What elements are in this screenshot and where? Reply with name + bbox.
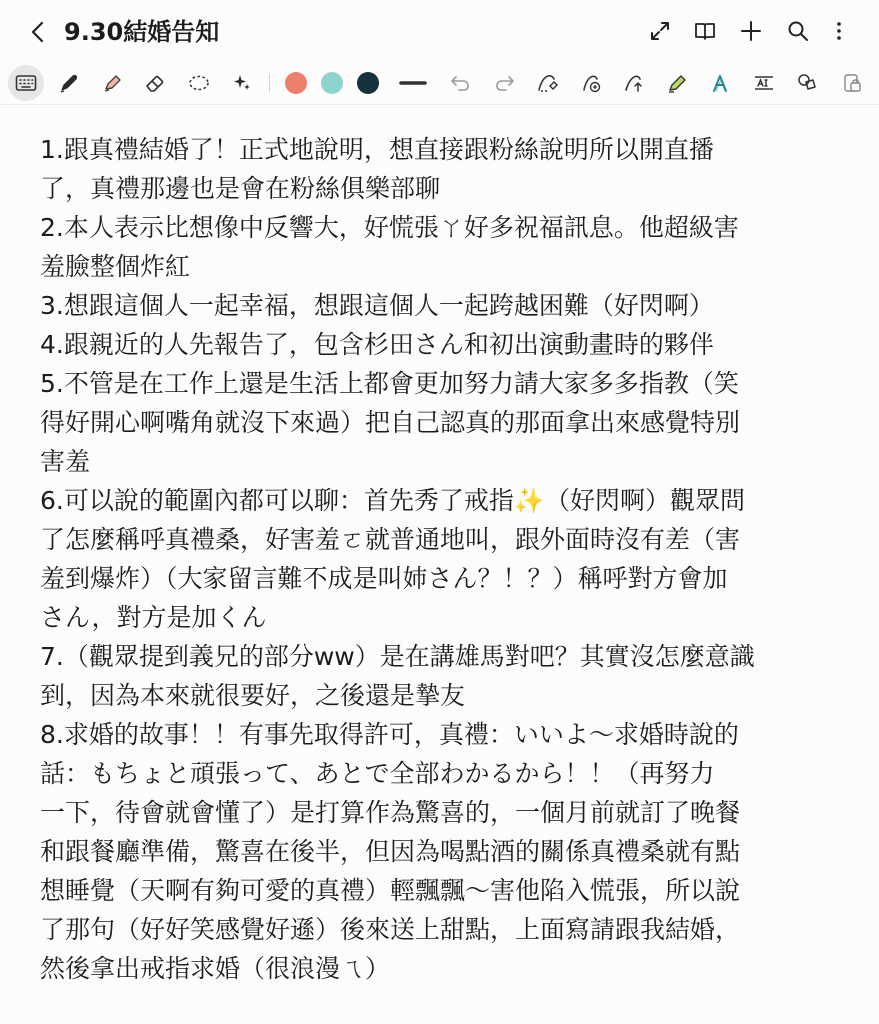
expand-button[interactable] bbox=[643, 14, 677, 48]
text-recognize-icon bbox=[752, 72, 776, 94]
expand-icon bbox=[648, 19, 672, 43]
app-header bbox=[0, 0, 879, 62]
redo-button[interactable] bbox=[487, 65, 523, 101]
marker-icon bbox=[666, 72, 690, 94]
more-vertical-icon bbox=[827, 19, 851, 43]
undo-button[interactable] bbox=[442, 65, 478, 101]
add-page-button[interactable] bbox=[734, 14, 768, 48]
color-swatch bbox=[357, 72, 379, 94]
drawing-toolbar bbox=[0, 62, 879, 105]
lock-icon bbox=[841, 72, 863, 94]
toolbar-divider bbox=[269, 74, 270, 92]
text-line: 1.跟真禮結婚了！正式地說明，想直接跟粉絲說明所以開直播 bbox=[40, 135, 714, 164]
search-icon bbox=[786, 19, 810, 43]
ai-assist-button[interactable] bbox=[224, 65, 260, 101]
highlighter-icon bbox=[101, 72, 123, 94]
note-title: 9.30結婚告知 bbox=[64, 18, 220, 46]
text-line: 話：もちょと頑張って、あとで全部わかるから！！（再努力 bbox=[40, 759, 715, 788]
insert-button[interactable] bbox=[617, 65, 653, 101]
text-line: 6.可以說的範圍內都可以聊：首先秀了戒指✨（好閃啊）觀眾問 bbox=[40, 486, 745, 515]
shapes-icon bbox=[796, 72, 818, 94]
text-line: 8.求婚的故事！！有事先取得許可，真禮：いいよ～求婚時說的 bbox=[40, 720, 739, 749]
highlighter-tool-button[interactable] bbox=[94, 65, 130, 101]
text-line: さん，對方是加くん bbox=[40, 603, 267, 632]
text-line: 了怎麼稱呼真禮桑，好害羞ㄛ就普通地叫，跟外面時沒有差（害 bbox=[40, 525, 741, 554]
text-line: 羞臉整個炸紅 bbox=[40, 252, 191, 281]
keyboard-icon bbox=[15, 74, 37, 92]
insert-icon bbox=[623, 72, 647, 94]
marker-button[interactable] bbox=[660, 65, 696, 101]
undo-icon bbox=[449, 72, 471, 94]
text-line: 得好開心啊嘴角就沒下來過）把自己認真的那面拿出來感覺特別 bbox=[40, 408, 741, 437]
more-options-button[interactable] bbox=[822, 14, 856, 48]
shape-icon bbox=[536, 72, 560, 94]
text-line: 和跟餐廳準備，驚喜在後半，但因為喝點酒的關係真禮桑就有點 bbox=[40, 837, 741, 866]
stroke-width-button[interactable] bbox=[395, 65, 431, 101]
color-swatch bbox=[285, 72, 307, 94]
sparkle-icon bbox=[231, 72, 253, 94]
text-line: 想睡覺（天啊有夠可愛的真禮）輕飄飄～害他陷入慌張，所以說 bbox=[40, 876, 741, 905]
pen-tool-button[interactable] bbox=[51, 65, 87, 101]
text-tool-icon bbox=[580, 72, 604, 94]
text-line: 到，因為本來就很要好，之後還是摯友 bbox=[40, 681, 466, 710]
book-icon bbox=[693, 19, 717, 43]
lasso-tool-button[interactable] bbox=[181, 65, 217, 101]
color-swatch-teal[interactable] bbox=[314, 65, 350, 101]
lock-button[interactable] bbox=[834, 65, 870, 101]
stroke-width-icon bbox=[399, 78, 427, 88]
redo-icon bbox=[494, 72, 516, 94]
note-body[interactable] bbox=[40, 130, 860, 988]
color-swatch-coral[interactable] bbox=[278, 65, 314, 101]
chevron-left-icon bbox=[28, 20, 48, 44]
back-button[interactable] bbox=[22, 16, 54, 48]
text-line: 一下，待會就會懂了）是打算作為驚喜的，一個月前就訂了晚餐 bbox=[40, 798, 741, 827]
reading-mode-button[interactable] bbox=[688, 14, 722, 48]
text-line: 5.不管是在工作上還是生活上都會更加努力請大家多多指教（笑 bbox=[40, 369, 739, 398]
text-tool-button[interactable] bbox=[574, 65, 610, 101]
text-line: 然後拿出戒指求婚（很浪漫ㄟ） bbox=[40, 954, 391, 983]
search-button[interactable] bbox=[781, 14, 815, 48]
lasso-icon bbox=[187, 72, 211, 94]
pen-icon bbox=[58, 72, 80, 94]
text-line: 7.（觀眾提到義兄的部分ww）是在講雄馬對吧？其實沒怎麼意識 bbox=[40, 642, 755, 671]
text-line: 了那句（好好笑感覺好遜）後來送上甜點，上面寫請跟我結婚， bbox=[40, 915, 741, 944]
text-recognize-button[interactable] bbox=[746, 65, 782, 101]
text-line: 害羞 bbox=[40, 447, 91, 476]
handwriting-icon bbox=[710, 72, 732, 94]
keyboard-button[interactable] bbox=[8, 65, 44, 101]
text-line: 4.跟親近的人先報告了，包含杉田さん和初出演動畫時的夥伴 bbox=[40, 330, 714, 359]
shapes-button[interactable] bbox=[789, 65, 825, 101]
text-line: 3.想跟這個人一起幸福，想跟這個人一起跨越困難（好閃啊） bbox=[40, 291, 714, 320]
color-swatch-navy[interactable] bbox=[350, 65, 386, 101]
text-line: 了，真禮那邊也是會在粉絲俱樂部聊 bbox=[40, 174, 441, 203]
color-swatch bbox=[321, 72, 343, 94]
text-line: 2.本人表示比想像中反響大，好慌張ㄚ好多祝福訊息。他超級害 bbox=[40, 213, 739, 242]
shape-pen-button[interactable] bbox=[530, 65, 566, 101]
text-line: 羞到爆炸）（大家留言難不成是叫姉さん？！？）稱呼對方會加 bbox=[40, 564, 728, 593]
plus-icon bbox=[739, 19, 763, 43]
handwriting-button[interactable] bbox=[703, 65, 739, 101]
eraser-tool-button[interactable] bbox=[137, 65, 173, 101]
eraser-icon bbox=[144, 72, 166, 94]
